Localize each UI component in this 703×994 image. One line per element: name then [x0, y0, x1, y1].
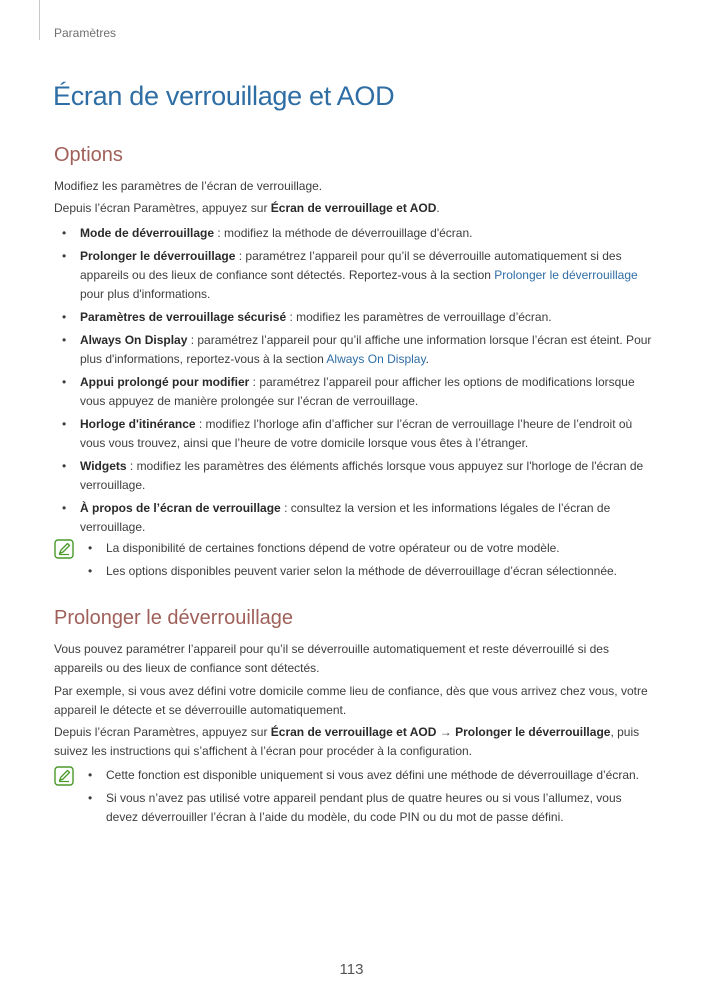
running-head: Paramètres	[54, 26, 117, 40]
header-rule	[39, 0, 40, 40]
list-item: • Prolonger le déverrouillage : paramétrez l’appareil pour qu’il se déverrouille automatiquement si des appareils ou des lieux de confiance sont détectés. Reportez-vous à la section Prolonger le déverrouillage pour plus d'informations.	[62, 249, 638, 301]
note-list	[80, 539, 654, 585]
list-item: • Paramètres de verrouillage sécurisé : modifiez les paramètres de verrouillage d’écran.	[62, 310, 552, 324]
extend-paragraph-1: Vous pouvez paramétrer l’appareil pour qu’il se déverrouille automatiquement et reste déverrouillé si des appareils ou des lieux de confiance sont détectés.	[54, 642, 609, 675]
note-item: • Les options disponibles peuvent varier selon la méthode de déverrouillage d’écran sélectionnée.	[88, 564, 617, 578]
extend-paragraph-3: Depuis l’écran Paramètres, appuyez sur Écran de verrouillage et AOD → Prolonger le déverrouillage, puis suivez les instructions qui s’affichent à l’écran pour procéder à la configuration.	[54, 725, 640, 758]
link-prolonger-deverrouillage[interactable]: Prolonger le déverrouillage	[494, 268, 638, 282]
page-title: Écran de verrouillage et AOD	[53, 81, 395, 111]
link-always-on-display[interactable]: Always On Display	[326, 352, 426, 366]
note-item: • Si vous n’avez pas utilisé votre appareil pendant plus de quatre heures ou si vous l’allumez, vous devez déverrouiller l’écran à l’aide du modèle, du code PIN ou du mot de passe défini.	[88, 791, 622, 824]
list-item: • Horloge d'itinérance : modifiez l’horloge afin d’afficher sur l’écran de verrouillage l’heure de l’endroit où vous vous trouvez, ainsi que l’heure de votre domicile lorsque vous êtes à l’étranger.	[62, 417, 633, 450]
options-intro-1: Modifiez les paramètres de l’écran de verrouillage.	[54, 179, 323, 193]
options-intro-2: Depuis l’écran Paramètres, appuyez sur Écran de verrouillage et AOD.	[54, 201, 440, 215]
list-item: • Mode de déverrouillage : modifiez la méthode de déverrouillage d'écran.	[62, 226, 473, 240]
note-pencil-icon	[54, 539, 74, 559]
note-item: • Cette fonction est disponible uniquement si vous avez défini une méthode de déverrouillage d’écran.	[88, 768, 640, 782]
extend-heading: Prolonger le déverrouillage	[54, 607, 294, 629]
list-item: • Appui prolongé pour modifier : paramétrez l’appareil pour afficher les options de modifications lorsque vous appuyez de manière prolongée sur l’écran de verrouillage.	[62, 375, 635, 408]
options-list	[54, 224, 654, 541]
note-list	[80, 766, 654, 831]
page-number: 113	[339, 961, 364, 978]
note-item: • La disponibilité de certaines fonctions dépend de votre opérateur ou de votre modèle.	[88, 541, 560, 555]
menu-path: Écran de verrouillage et AOD	[270, 201, 437, 215]
note-pencil-icon	[54, 766, 74, 786]
list-item: • Always On Display : paramétrez l’appareil pour qu’il affiche une information lorsque l’écran est éteint. Pour plus d'informations, reportez-vous à la section Always On Display.	[62, 333, 652, 366]
list-item: • Widgets : modifiez les paramètres des éléments affichés lorsque vous appuyez sur l'horloge de l'écran de verrouillage.	[62, 459, 644, 492]
options-heading: Options	[54, 144, 123, 166]
extend-paragraph-2: Par exemple, si vous avez défini votre domicile comme lieu de confiance, dès que vous arrivez chez vous, votre appareil le détecte et se déverrouille automatiquement.	[54, 684, 648, 717]
list-item: • À propos de l’écran de verrouillage : consultez la version et les informations légales de l’écran de verrouillage.	[62, 501, 611, 534]
